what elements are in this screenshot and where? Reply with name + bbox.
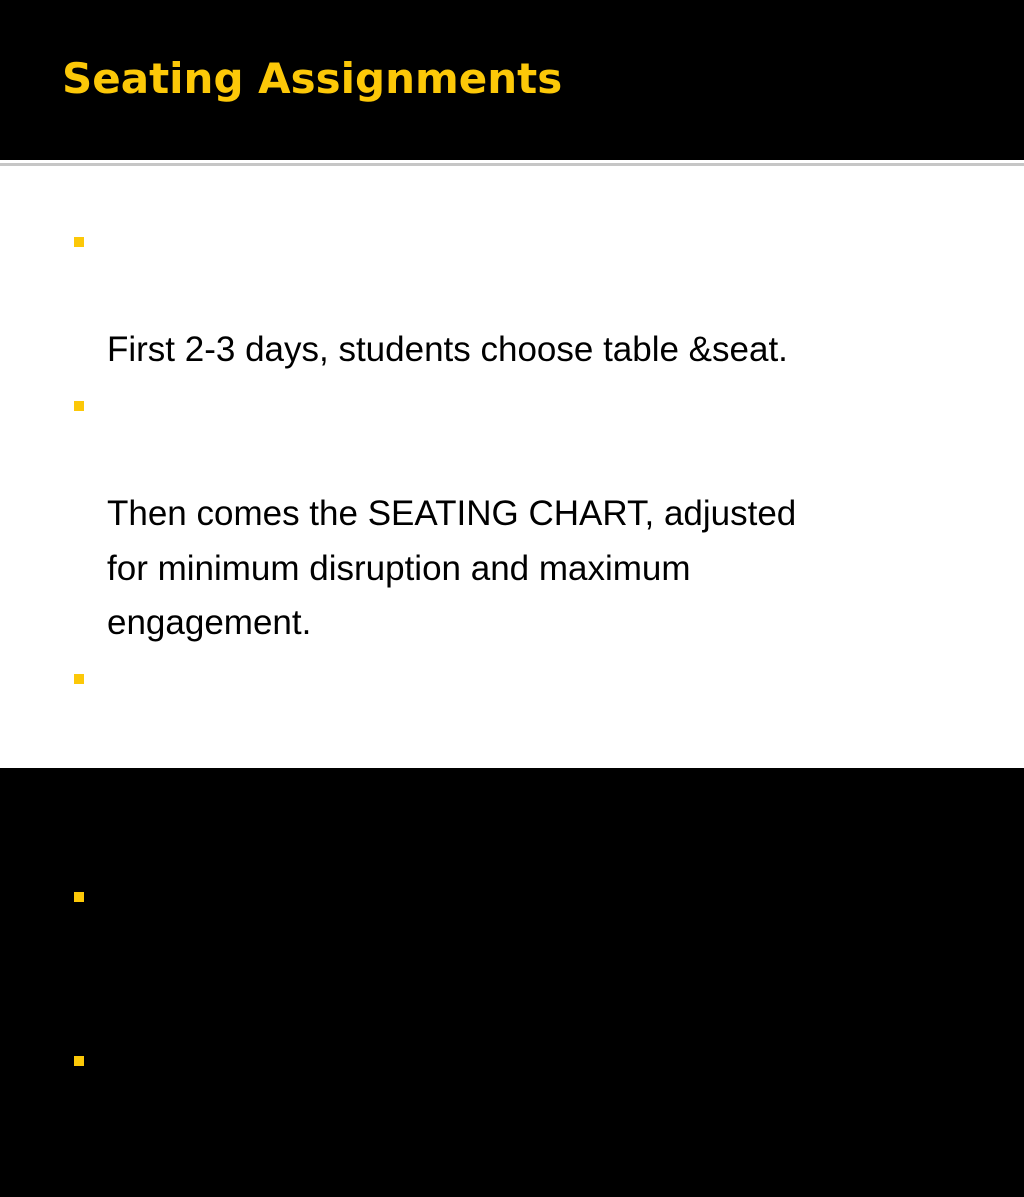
bullet-item bbox=[0, 1033, 1024, 1197]
square-bullet-icon bbox=[74, 1056, 84, 1066]
bullet-text: Consider shuffle at midterm. bbox=[107, 1149, 545, 1189]
bullet-item bbox=[0, 651, 1024, 869]
bullet-item bbox=[0, 869, 1024, 1033]
bullet-text: Adjusted as attitudes & grades dictate. bbox=[107, 985, 705, 1025]
title-divider-line bbox=[0, 163, 1024, 166]
square-bullet-icon bbox=[74, 401, 84, 411]
slide-title: Seating Assignments bbox=[62, 54, 563, 103]
title-band bbox=[0, 0, 1024, 160]
bullet-list bbox=[0, 214, 1024, 1197]
square-bullet-icon bbox=[74, 237, 84, 247]
bullet-text: Then comes the SEATING CHART, adjusted for minimum disruption and maximum engagement. bbox=[107, 493, 797, 643]
bullet-item bbox=[0, 214, 1024, 378]
square-bullet-icon bbox=[74, 674, 84, 684]
bullet-text: Fill in names on blank seating chart as roll is called – got’cha! bbox=[107, 766, 794, 861]
bullet-text: First 2-3 days, students choose table &seat. bbox=[107, 330, 788, 370]
bullet-item bbox=[0, 378, 1024, 651]
square-bullet-icon bbox=[74, 892, 84, 902]
